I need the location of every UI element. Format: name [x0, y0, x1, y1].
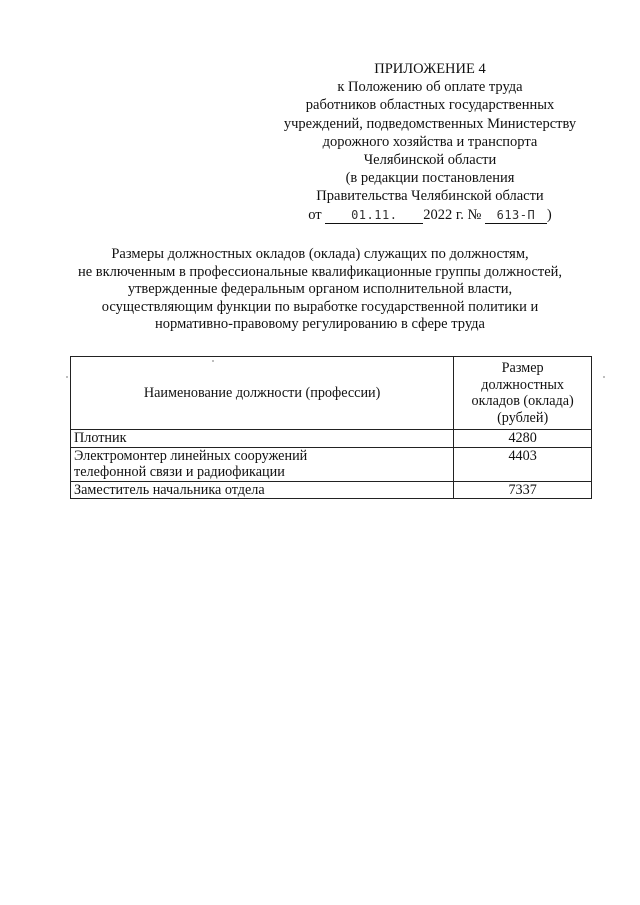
title-line: не включенным в профессиональные квалификационные группы должностей,	[77, 263, 563, 280]
position-name-line: Плотник	[74, 430, 127, 446]
close-paren: )	[546, 206, 552, 223]
document-title	[60, 246, 580, 334]
year-text: 2022 г. №	[423, 206, 482, 223]
scan-dot	[66, 376, 68, 378]
header-line: Челябинской области	[363, 152, 497, 169]
header-amount-line: (рублей)	[497, 409, 549, 426]
position-name-line: телефонной связи и радиофикации	[74, 464, 285, 480]
position-name	[71, 447, 454, 481]
table-row	[71, 430, 592, 448]
header-line: работников областных государственных	[305, 97, 555, 114]
header-amount-line: Размер	[501, 360, 544, 376]
scan-dot	[212, 360, 214, 362]
header-line: Правительства Челябинской области	[316, 188, 544, 205]
resolution-number: 613-П	[485, 208, 547, 224]
header-line: (в редакции постановления	[345, 170, 515, 187]
header-line: к Положению об оплате труда	[337, 79, 523, 96]
resolution-date: 01.11.	[325, 208, 423, 224]
header-amount-line: окладов (оклада)	[471, 393, 574, 409]
table-row	[71, 481, 592, 499]
header-amount-line: должностных	[481, 376, 565, 393]
appendix-header	[250, 60, 610, 224]
salary-amount: 4280	[454, 430, 592, 448]
appendix-title: ПРИЛОЖЕНИЕ 4	[374, 61, 486, 77]
header-salary-amount	[454, 357, 592, 430]
header-line: дорожного хозяйства и транспорта	[322, 133, 538, 150]
position-name	[71, 481, 454, 499]
title-line: осуществляющим функции по выработке государственной политики и	[101, 298, 539, 315]
position-name	[71, 430, 454, 448]
salary-amount: 7337	[454, 481, 592, 499]
table-row	[71, 447, 592, 481]
header-line: учреждений, подведомственных Министерству	[283, 115, 577, 132]
title-line: нормативно-правовому регулированию в сфере труда	[155, 316, 485, 333]
date-prefix: от	[308, 206, 322, 223]
salary-table	[70, 356, 592, 499]
position-name-line: Заместитель начальника отдела	[74, 481, 265, 498]
resolution-date-line	[250, 206, 610, 224]
title-line: утвержденные федеральным органом исполнительной власти,	[127, 281, 513, 298]
header-position-name: Наименование должности (профессии)	[71, 357, 454, 430]
title-line: Размеры должностных окладов (оклада) служащих по должностям,	[111, 246, 529, 262]
salary-amount: 4403	[454, 447, 592, 481]
position-name-line: Электромонтер линейных сооружений	[74, 447, 308, 464]
table-header-row	[71, 357, 592, 430]
scan-dot	[603, 376, 605, 378]
